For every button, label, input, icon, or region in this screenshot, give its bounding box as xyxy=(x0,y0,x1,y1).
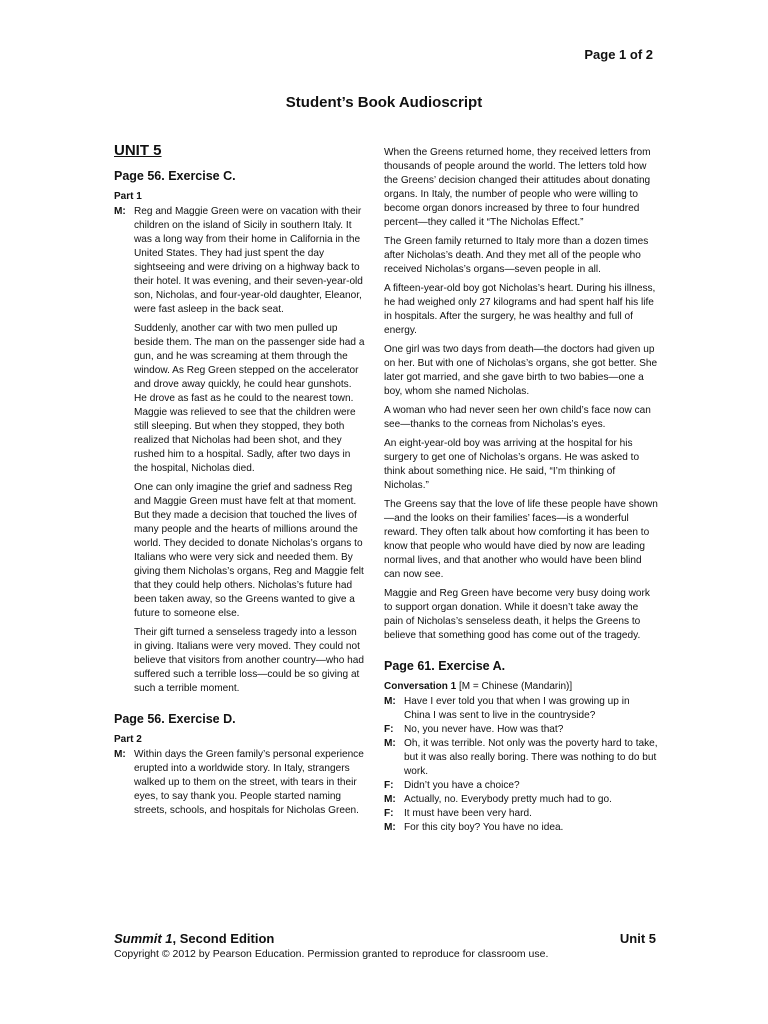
narration-block-2 xyxy=(114,748,366,823)
speaker-label: F: xyxy=(384,724,394,735)
dialogue-line xyxy=(384,737,658,779)
dialogue-text: Actually, no. Everybody pretty much had to go. xyxy=(404,794,612,805)
copyright-notice: Copyright © 2012 by Pearson Education. Permission granted to reproduce for classroom use. xyxy=(114,948,549,960)
speaker-label: M: xyxy=(384,794,396,805)
unit-heading: UNIT 5 xyxy=(114,142,162,159)
dialogue-line xyxy=(384,695,658,723)
book-edition: , Second Edition xyxy=(172,931,275,946)
speaker-label: M: xyxy=(114,206,126,217)
paragraph: Within days the Green family’s personal experience erupted into a worldwide story. In Italy, strangers walked up to them on the street, with tears in their eyes, to say thank you. People started naming streets, schools, and hospitals for Nicholas Green. xyxy=(134,749,364,816)
dialogue-line xyxy=(384,779,658,793)
narration-block-1 xyxy=(114,205,366,701)
dialogue xyxy=(384,695,658,835)
paragraph: Their gift turned a senseless tragedy into a lesson in giving. Italians were very moved. They could not believe that visitors from another country—who had suffered such a terrible loss—could be so giving at such a terrible moment. xyxy=(134,627,365,694)
book-name: Summit 1 xyxy=(114,931,173,946)
part-label-2: Part 2 xyxy=(114,734,142,745)
paragraph: The Green family returned to Italy more than a dozen times after Nicholas’s death. And they met all of the people who received Nicholas’s organs—seven people in all. xyxy=(384,236,649,275)
footer-unit: Unit 5 xyxy=(619,931,656,946)
speaker-label: M: xyxy=(384,738,396,749)
section-heading-exercise-d: Page 56. Exercise D. xyxy=(114,712,236,726)
paragraph: Reg and Maggie Green were on vacation with their children on the island of Sicily in southern Italy. It was a long way from their home in California in the United States. They had just spent the day sightseeing and were driving on a highway back to their hotel. It was evening, and their seven-year-old son, Nicholas, and four-year-old daughter, Eleanor, were fast asleep in the back seat. xyxy=(134,206,363,315)
conversation-note: [M = Chinese (Mandarin)] xyxy=(456,681,573,692)
speaker-label: M: xyxy=(114,749,126,760)
dialogue-line xyxy=(384,821,658,835)
paragraph: When the Greens returned home, they received letters from thousands of people around the world. The letters told how the Greens’ decision changed their attitudes about donating organs. In Italy, the number of people who were willing to become organ donors increased by three to four hundred percent—they called it “The Nicholas Effect.” xyxy=(384,147,651,228)
paragraph: A fifteen-year-old boy got Nicholas’s heart. During his illness, he had weighed only 27 kilograms and had spent half his life in hospitals. After the surgery, he was healthy and full of energy. xyxy=(384,283,656,336)
dialogue-text: For this city boy? You have no idea. xyxy=(404,822,564,833)
part-label-1: Part 1 xyxy=(114,191,142,202)
document-title: Student’s Book Audioscript xyxy=(285,94,483,111)
dialogue-line xyxy=(384,723,658,737)
speaker-label: M: xyxy=(384,822,396,833)
right-column xyxy=(384,146,658,835)
dialogue-text: Didn’t you have a choice? xyxy=(404,780,520,791)
paragraph: One girl was two days from death—the doctors had given up on her. But with one of Nicholas’s organs, she got better. She later got married, and she gave birth to two babies—one a boy, whom she named Nicholas. xyxy=(384,344,658,397)
conversation-label xyxy=(384,680,658,694)
conversation-title: Conversation 1 xyxy=(384,681,457,692)
paragraph: A woman who had never seen her own child’s face now can see—thanks to the corneas from Nicholas’s eyes. xyxy=(384,405,651,430)
dialogue-text: Oh, it was terrible. Not only was the poverty hard to take, but it was also really boring. There was nothing to do but work. xyxy=(404,738,658,777)
paragraph: The Greens say that the love of life these people have shown—and the looks on their families’ faces—is a wonderful reward. They often talk about how comforting it has been to know that people who would have died by now are leading normal lives, and that another who would have been blind can now see. xyxy=(384,499,658,580)
paragraph: An eight-year-old boy was arriving at the hospital for his surgery to get one of Nicholas’s organs. He was asked to think about something nice. He said, “I’m thinking of Nicholas.” xyxy=(384,438,640,491)
speaker-label: F: xyxy=(384,808,394,819)
section-heading-exercise-a: Page 61. Exercise A. xyxy=(384,659,506,673)
paragraph: One can only imagine the grief and sadness Reg and Maggie Green must have felt at that moment. But they made a decision that touched the lives of many people and the hearts of millions around the world. They decided to donate Nicholas’s organs to Italians who were very sick and needed them. By giving them Nicholas’s organs, Reg and Maggie felt that they could help others. Nicholas’s future had been taken away, so the Greens wanted to give a future to someone else. xyxy=(134,482,364,619)
page-number: Page 1 of 2 xyxy=(584,47,653,62)
footer-book-title xyxy=(114,931,274,946)
dialogue-text: It must have been very hard. xyxy=(404,808,532,819)
section-heading-exercise-c: Page 56. Exercise C. xyxy=(114,169,236,183)
paragraph: Suddenly, another car with two men pulled up beside them. The man on the passenger side had a gun, and he was screaming at them through the window. As Reg Green stepped on the accelerator and drove away quickly, he could hear gunshots. He drove as fast as he could to the nearest town. Maggie was relieved to see that the children were still sleeping. But when they stopped, they both realized that Nicholas had been shot, and they rushed him to a hospital. Sadly, after two days in the hospital, Nicholas died. xyxy=(134,323,365,474)
paragraph: Maggie and Reg Green have become very busy doing work to support organ donation. While it doesn’t take away the pain of Nicholas’s senseless death, it helps the Greens to believe that something good has come out of the tragedy. xyxy=(384,588,650,641)
dialogue-line xyxy=(384,807,658,821)
speaker-label: M: xyxy=(384,696,396,707)
dialogue-text: Have I ever told you that when I was growing up in China I was sent to live in the countryside? xyxy=(404,696,630,721)
dialogue-text: No, you never have. How was that? xyxy=(404,724,564,735)
dialogue-line xyxy=(384,793,658,807)
speaker-label: F: xyxy=(384,780,394,791)
left-column xyxy=(114,142,366,823)
